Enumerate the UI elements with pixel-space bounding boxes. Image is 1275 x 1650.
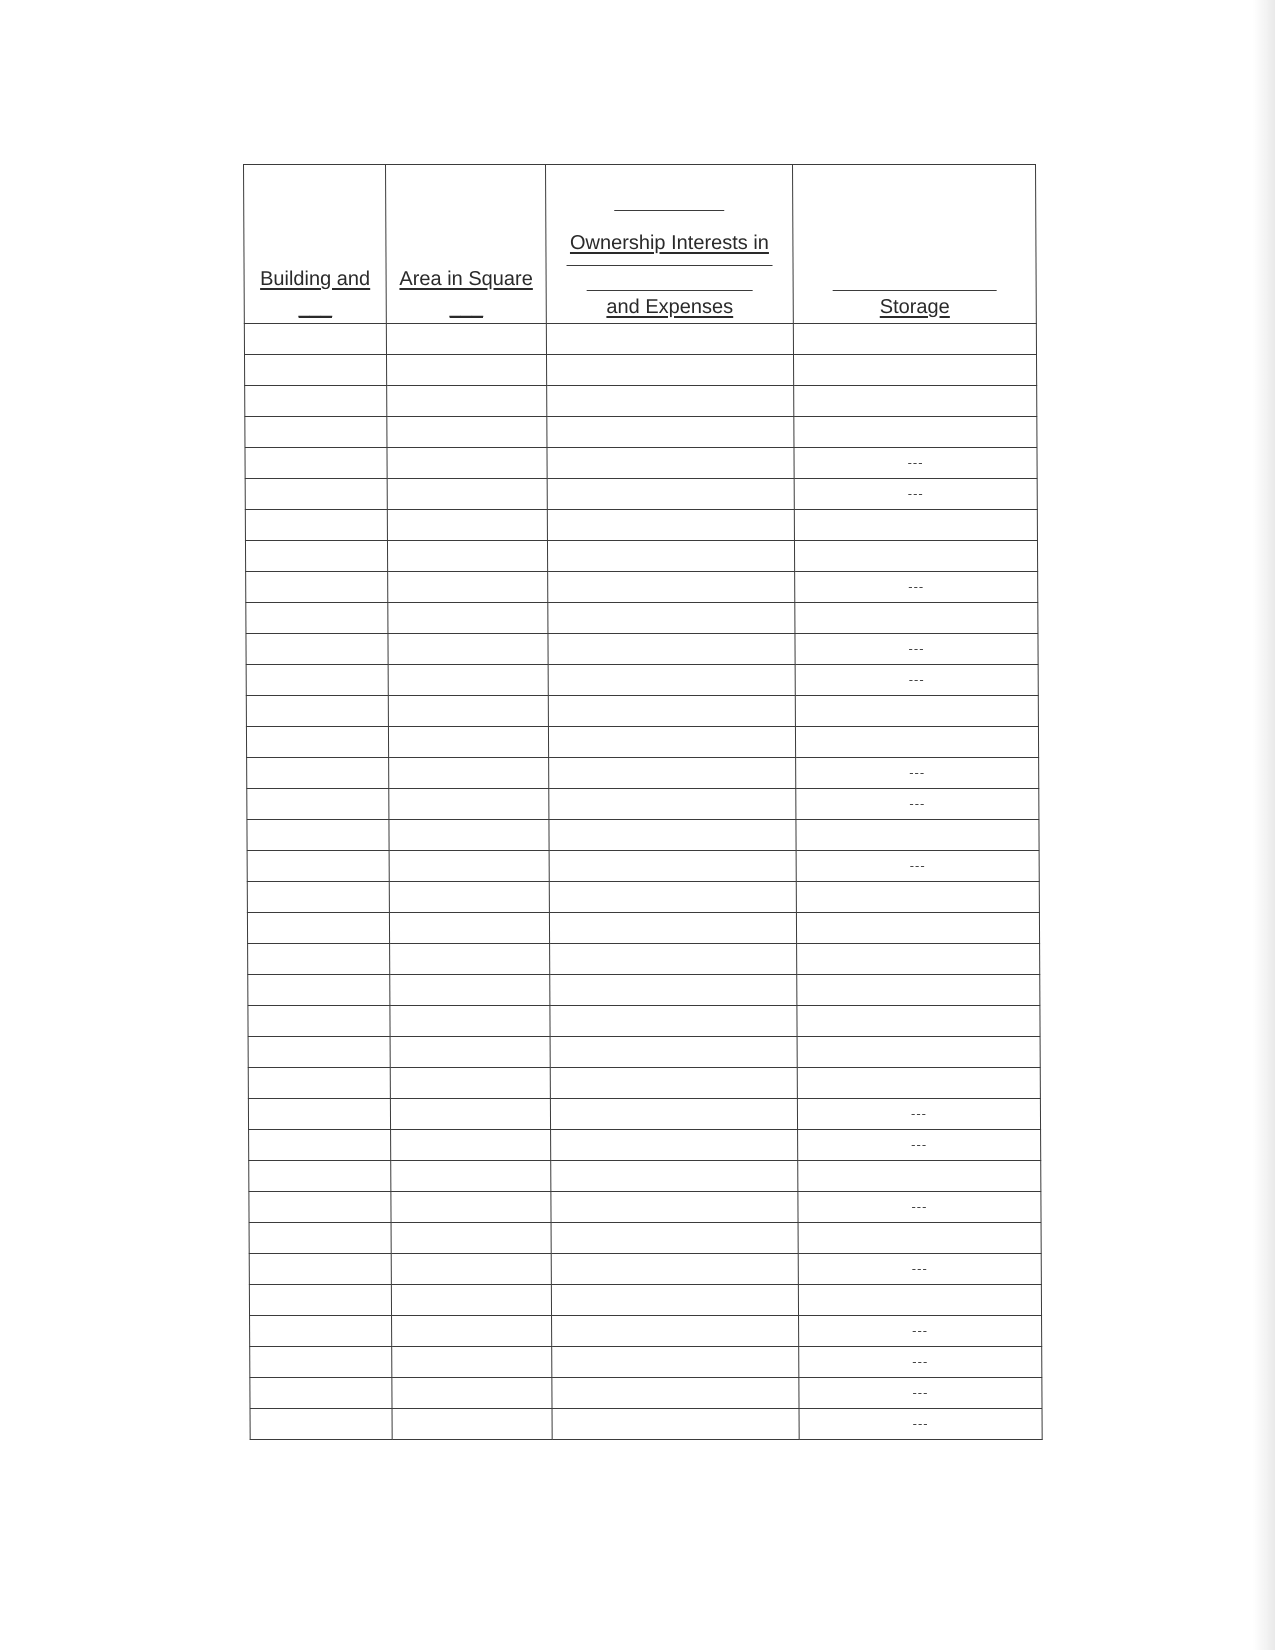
header-ownership-line1: Ownership Interests in [569,232,769,254]
table-row [249,1130,1041,1161]
storage-cell: --- [910,1106,928,1121]
table-row [246,696,1038,727]
table-row [246,634,1038,665]
table-row [249,1285,1041,1316]
table-row [249,1161,1041,1192]
table-row [246,603,1038,634]
table-row [246,665,1038,696]
header-building [244,165,387,324]
table-header-row [244,165,1037,324]
storage-cell: --- [908,641,925,656]
table-row [245,541,1037,572]
header-area-line2: ___ [449,296,483,318]
table-row [245,417,1037,448]
storage-cell: --- [912,1416,929,1431]
table-row [248,944,1040,975]
table-row [248,1006,1040,1037]
header-storage-line1: Storage [879,296,950,318]
storage-cell: --- [908,579,925,594]
table-row [244,355,1036,386]
table-row [250,1316,1042,1347]
header-area [386,165,547,324]
table-row [245,510,1037,541]
table-row [250,1378,1042,1409]
header-storage [793,165,1037,324]
storage-cell: --- [909,796,926,811]
table-row [250,1409,1042,1440]
storage-cell: --- [911,1199,928,1214]
table-row [247,851,1039,882]
storage-cell: --- [909,858,926,873]
table-row [247,882,1039,913]
storage-cell: --- [912,1323,929,1338]
storage-cell: --- [911,1261,928,1276]
storage-cell: --- [909,765,926,780]
table-row [245,448,1037,479]
table-row [249,1192,1041,1223]
header-ownership-line2: and Expenses [606,296,734,318]
storage-cell: --- [907,486,924,501]
unit-schedule-table [243,164,1043,1440]
table-row [246,727,1038,758]
table-row [245,386,1037,417]
table-row [247,913,1039,944]
header-building-line1: Building and [259,268,371,290]
table-row [248,1037,1040,1068]
table-body [244,324,1042,1440]
table-row [245,479,1037,510]
table-row [247,820,1039,851]
page-edge-shadow [1253,0,1275,1650]
table-row [249,1254,1041,1285]
storage-cell: --- [911,1137,928,1152]
table-row [250,1347,1042,1378]
header-ownership [546,165,794,324]
header-building-line2: ___ [298,296,332,318]
table-row [247,789,1039,820]
storage-cell: --- [912,1354,929,1369]
table-row [248,1099,1040,1130]
table-row [249,1223,1041,1254]
header-area-line1: Area in Square [399,268,533,290]
header-ownership-rule-low [587,290,753,291]
storage-cell: --- [908,672,925,687]
header-storage-rule [833,290,997,291]
table-row [246,572,1038,603]
table-row [248,1068,1040,1099]
storage-cell: --- [912,1385,929,1400]
table-row [244,324,1036,355]
storage-cell: --- [907,455,924,470]
table-row [248,975,1040,1006]
table-row [247,758,1039,789]
